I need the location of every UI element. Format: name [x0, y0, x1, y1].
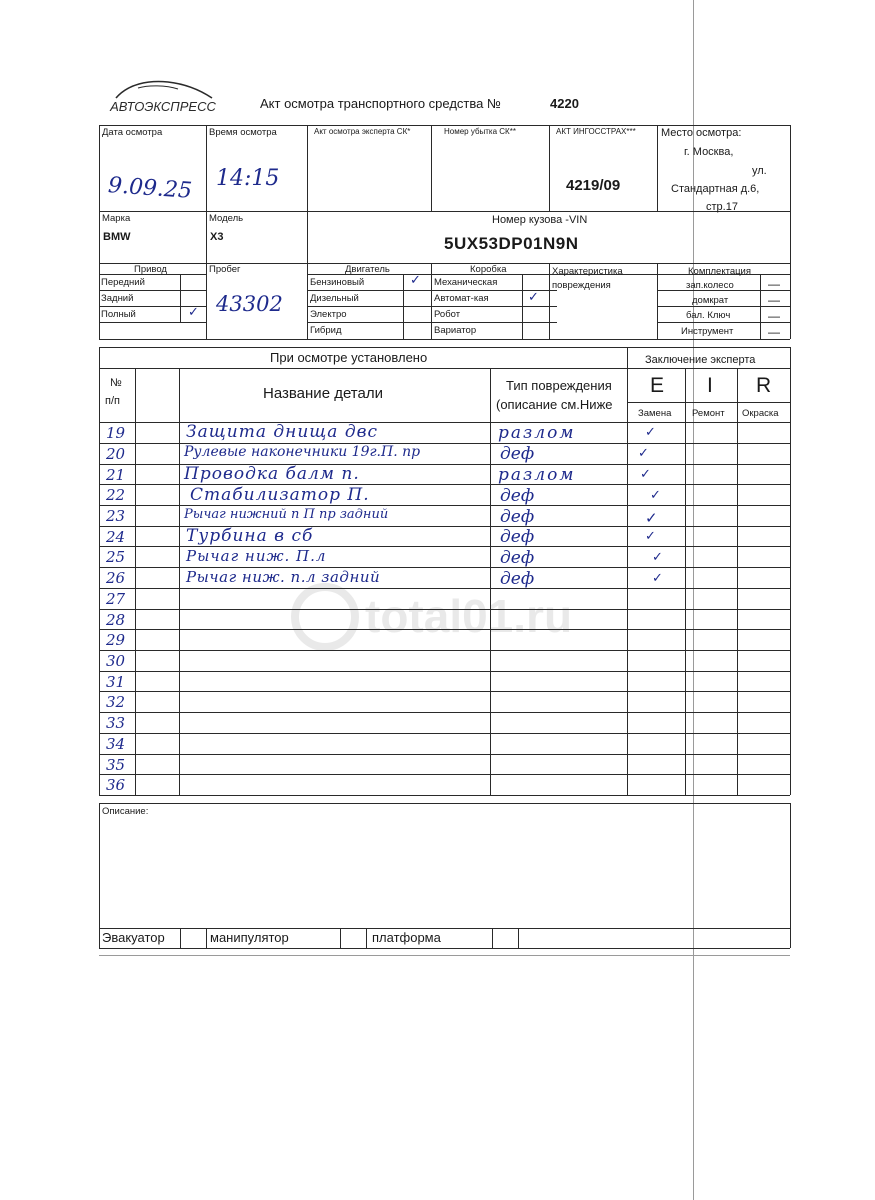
equipment-jack-dash: — [768, 293, 780, 307]
gearbox-manual: Механическая [434, 277, 498, 288]
row-replace-check-icon: ✓ [645, 529, 656, 544]
document-title: Акт осмотра транспортного средства № [260, 96, 501, 111]
row-part-name: Стабилизатор П. [190, 485, 370, 505]
row-number: 33 [106, 714, 126, 732]
row-number: 21 [106, 466, 126, 484]
equipment-spare: зап.колесо [686, 280, 734, 291]
platform-label: платформа [372, 930, 441, 945]
col-number-header-2: п/п [105, 395, 120, 407]
row-damage-type: деф [500, 569, 535, 589]
row-number: 23 [106, 507, 126, 525]
row-number: 19 [106, 424, 126, 442]
part-name-header: Название детали [263, 385, 383, 402]
gearbox-robot: Робот [434, 309, 461, 320]
equipment-label: Комплектация [688, 266, 752, 277]
mileage-value: 43302 [216, 292, 283, 316]
row-part-name: Рычаг нижний п П пр задний [184, 507, 389, 522]
evacuator-label: Эвакуатор [102, 930, 165, 945]
row-number: 30 [106, 652, 126, 670]
inspection-date-label: Дата осмотра [102, 127, 163, 138]
engine-petrol: Бензиновый [310, 277, 365, 288]
row-number: 35 [106, 756, 126, 774]
row-number: 20 [106, 445, 126, 463]
row-number: 24 [106, 528, 126, 546]
gearbox-cvt: Вариатор [434, 325, 477, 336]
row-damage-type: деф [500, 507, 535, 527]
row-replace-check-icon: ✓ [650, 488, 661, 503]
description-label: Описание: [102, 806, 149, 817]
repair-header: Ремонт [692, 408, 725, 419]
row-replace-check-icon: ✓ [652, 571, 663, 586]
damage-type-header-1: Тип повреждения [506, 378, 612, 393]
model-label: Модель [209, 213, 244, 224]
drive-label: Привод [134, 264, 167, 275]
row-replace-check-icon: ✓ [645, 509, 658, 527]
inspection-time-label: Время осмотра [209, 127, 277, 138]
company-logo [108, 76, 218, 116]
vin-value: 5UX53DP01N9N [444, 234, 579, 253]
damage-type-header-2: (описание см.Ниже [496, 397, 613, 412]
row-number: 28 [106, 611, 126, 629]
findings-title: При осмотре установлено [270, 350, 428, 365]
col-number-header-1: № [110, 377, 122, 389]
loss-number-label: Номер убытка СК** [444, 127, 516, 136]
row-part-name: Защита днища двс [186, 422, 379, 442]
damage-char-label-2: повреждения [552, 280, 611, 291]
damage-char-label-1: Характеристика [552, 266, 623, 277]
row-number: 31 [106, 673, 126, 691]
row-damage-type: разлом [498, 423, 576, 443]
mileage-label: Пробег [209, 264, 241, 275]
row-damage-type: деф [500, 444, 535, 464]
row-number: 26 [106, 569, 126, 587]
paint-header: Окраска [742, 408, 779, 419]
place-line-3: Стандартная д.6, [671, 183, 760, 195]
gearbox-auto-check-icon: ✓ [528, 290, 539, 305]
ingos-act-label: АКТ ИНГОССТРАХ*** [556, 127, 636, 136]
make-label: Марка [102, 213, 131, 224]
place-line-2: ул. [752, 165, 767, 177]
row-number: 29 [106, 631, 126, 649]
row-number: 25 [106, 548, 126, 566]
watermark-text: total01.ru [365, 590, 573, 642]
manipulator-label: манипулятор [210, 930, 289, 945]
place-line-4: стр.17 [706, 201, 738, 213]
drive-full: Полный [101, 309, 136, 320]
equipment-key-dash: — [768, 309, 780, 323]
equipment-spare-dash: — [768, 277, 780, 291]
drive-full-check-icon: ✓ [188, 305, 199, 320]
row-part-name: Рулевые наконечники 19г.П. пр [184, 444, 421, 460]
engine-electric: Электро [310, 309, 347, 320]
row-number: 34 [106, 735, 126, 753]
row-number: 22 [106, 486, 126, 504]
row-part-name: Рычаг ниж. П.л [186, 547, 327, 565]
expert-act-label: Акт осмотра эксперта СК* [314, 127, 411, 136]
engine-hybrid: Гибрид [310, 325, 342, 336]
model-value: X3 [210, 231, 224, 243]
inspection-time-value: 14:15 [216, 166, 280, 191]
paper-fold-line [693, 0, 694, 1200]
equipment-key: бал. Ключ [686, 310, 731, 321]
row-replace-check-icon: ✓ [638, 446, 649, 461]
conclusion-r-header: R [756, 374, 772, 397]
conclusion-i-header: I [707, 374, 713, 397]
replace-header: Замена [638, 408, 672, 419]
engine-petrol-check-icon: ✓ [410, 273, 421, 288]
equipment-tool: Инструмент [681, 326, 734, 337]
row-number: 27 [106, 590, 126, 608]
engine-label: Двигатель [345, 264, 390, 275]
inspection-place-label: Место осмотра: [661, 127, 742, 139]
row-number: 32 [106, 693, 126, 711]
logo-text: АВТОЭКСПРЕСС [110, 99, 216, 114]
ingos-act-value: 4219/09 [566, 177, 621, 194]
drive-rear: Задний [101, 293, 134, 304]
act-number: 4220 [550, 96, 579, 111]
drive-front: Передний [101, 277, 145, 288]
row-part-name: Проводка балм п. [184, 464, 360, 484]
expert-conclusion-title: Заключение эксперта [645, 354, 756, 366]
equipment-tool-dash: — [768, 325, 780, 339]
place-line-1: г. Москва, [684, 146, 734, 158]
row-replace-check-icon: ✓ [640, 467, 651, 482]
gearbox-label: Коробка [470, 264, 507, 275]
row-damage-type: деф [500, 548, 535, 568]
row-damage-type: деф [500, 486, 535, 506]
inspection-date-value: 9.09.25 [107, 173, 193, 204]
gearbox-auto: Автомат-кая [434, 293, 489, 304]
make-value: BMW [103, 231, 131, 243]
row-part-name: Турбина в сб [186, 526, 314, 546]
vin-label: Номер кузова -VIN [492, 214, 588, 226]
row-number: 36 [106, 776, 126, 794]
equipment-jack: домкрат [692, 295, 729, 306]
row-replace-check-icon: ✓ [652, 550, 663, 565]
row-part-name: Рычаг ниж. п.л задний [186, 568, 381, 586]
engine-diesel: Дизельный [310, 293, 359, 304]
row-damage-type: деф [500, 527, 535, 547]
row-replace-check-icon: ✓ [645, 425, 656, 440]
conclusion-e-header: E [650, 374, 665, 397]
row-damage-type: разлом [498, 465, 576, 485]
